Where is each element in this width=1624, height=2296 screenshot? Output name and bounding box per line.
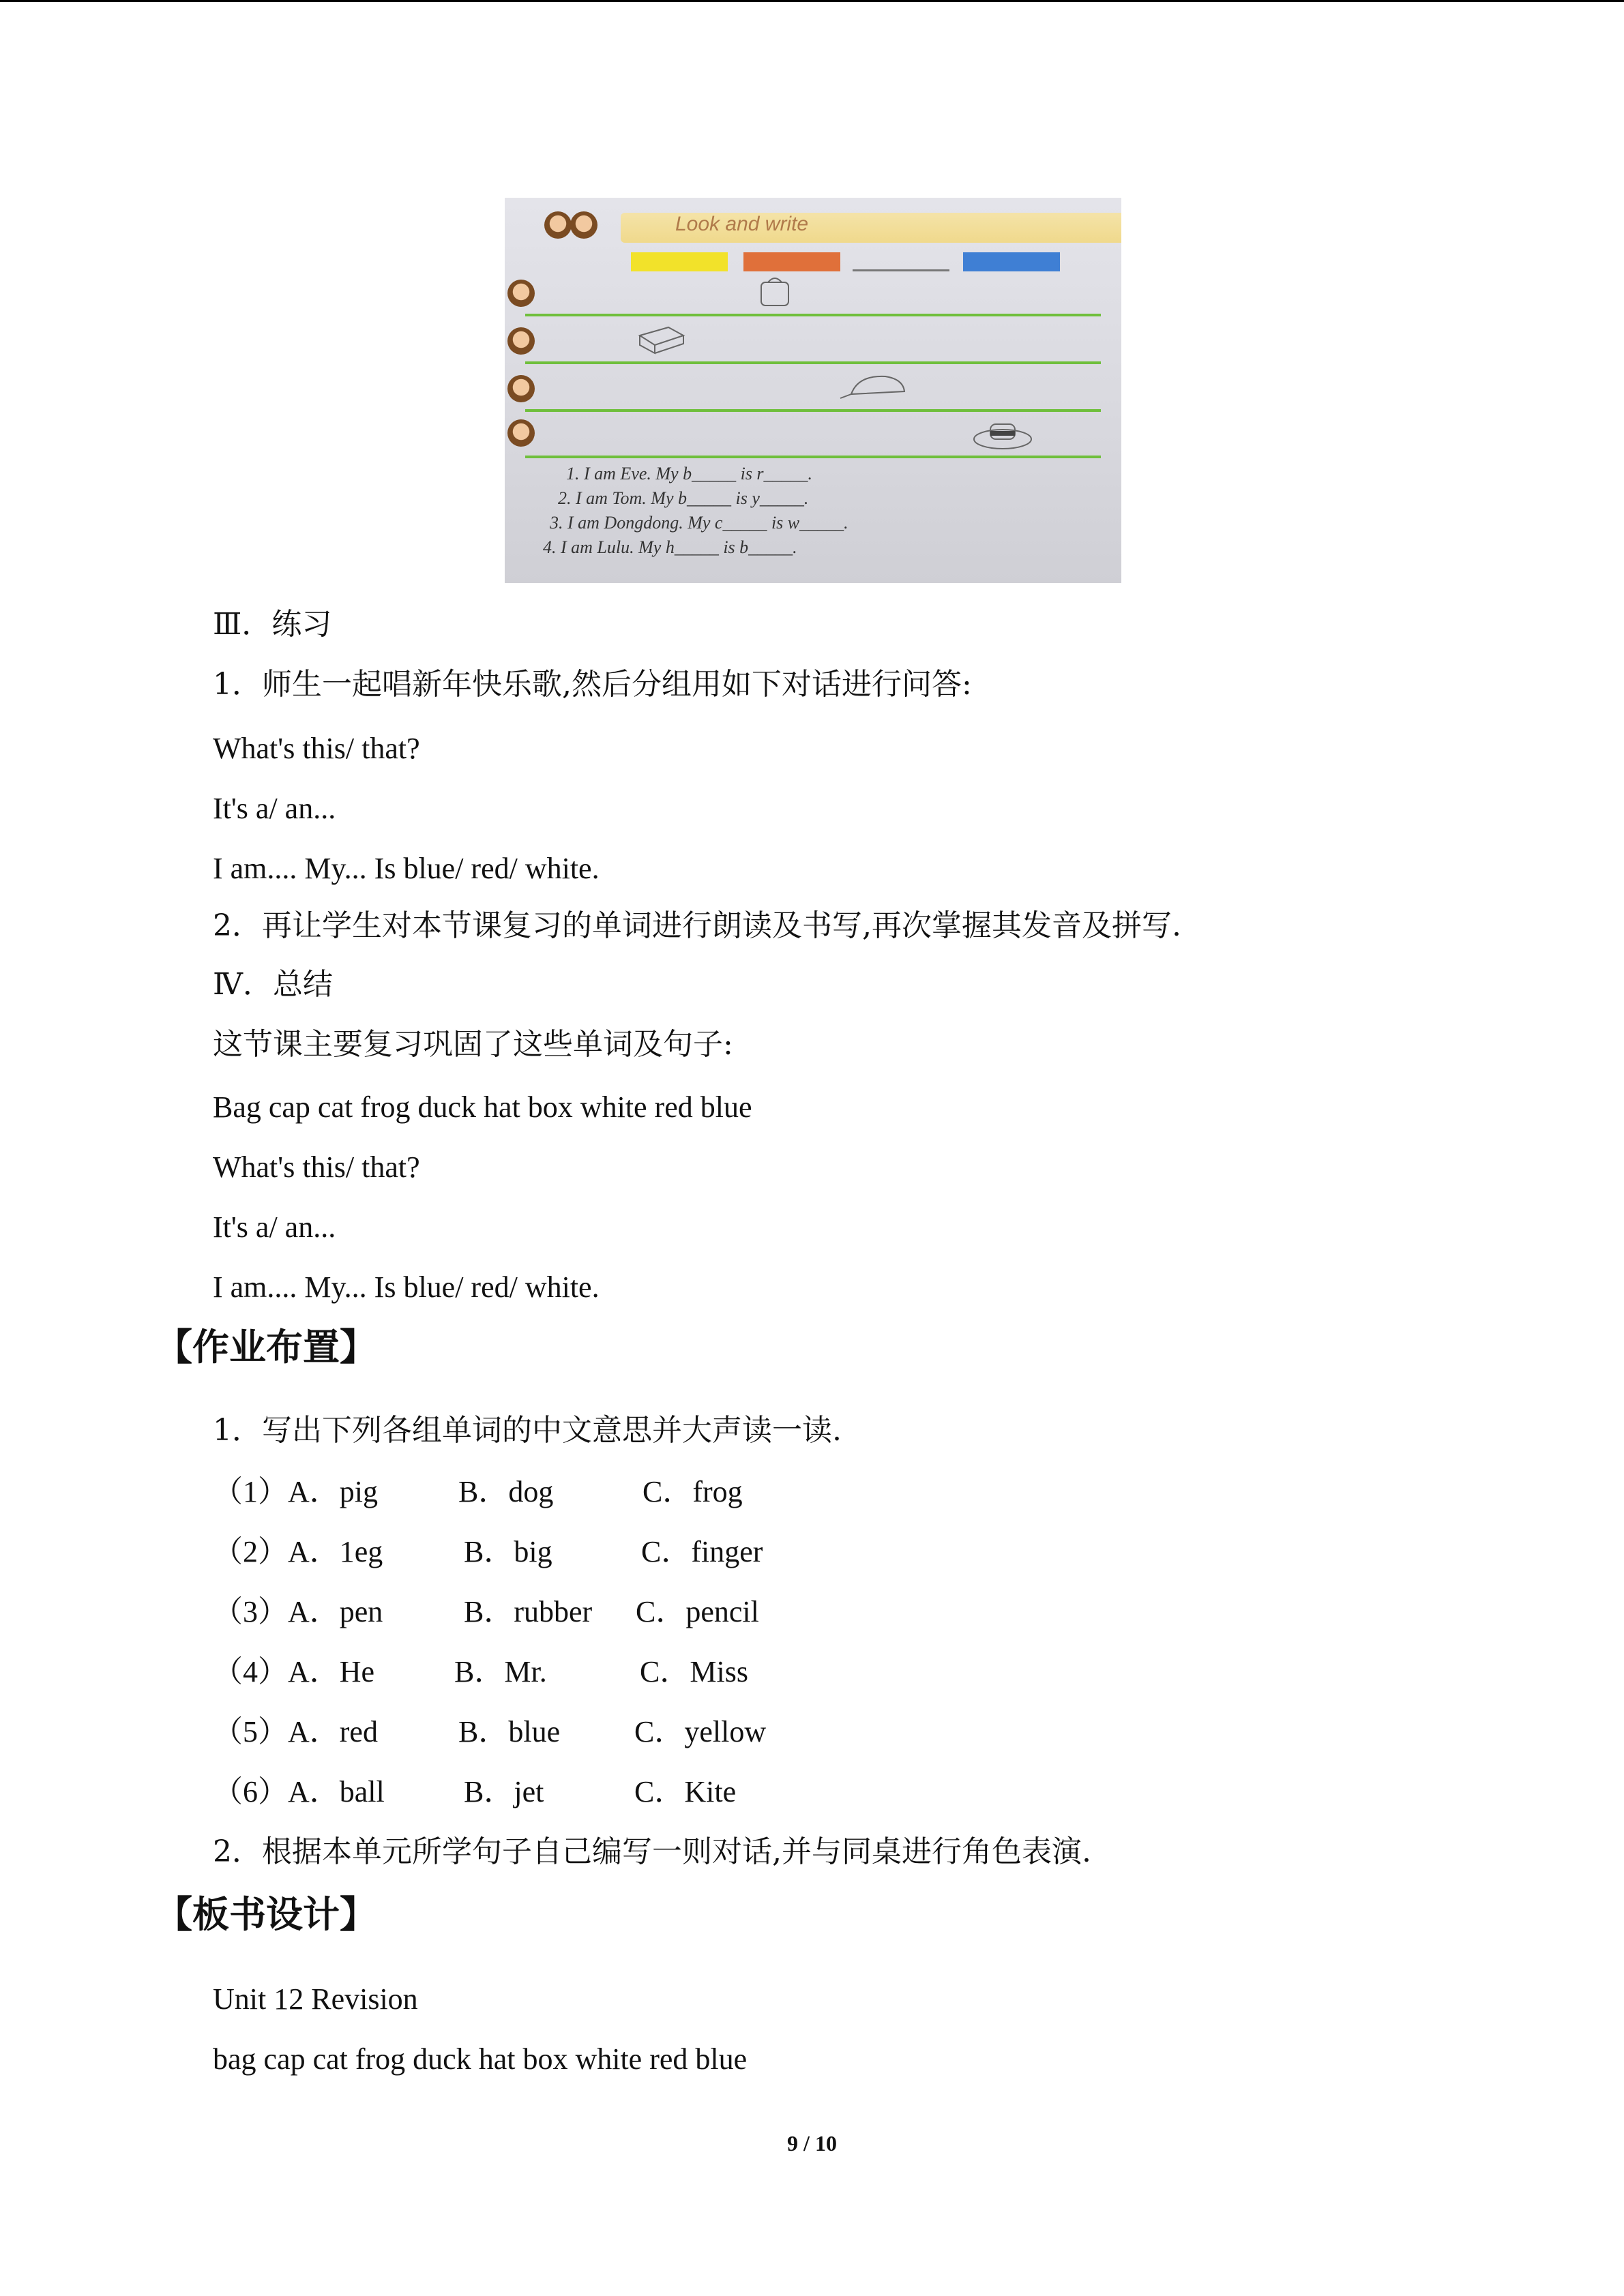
- green-rule: [525, 314, 1101, 316]
- option-a: （1）A．pig: [213, 1475, 378, 1508]
- dialogue-line: It's a/ an...: [213, 792, 336, 825]
- dialogue-line: What's this/ that?: [213, 732, 420, 765]
- exercise-line: 4. I am Lulu. My h_____ is b_____.: [543, 537, 797, 557]
- homework-task-2: 2．根据本单元所学句子自己编写一则对话,并与同桌进行角色表演.: [213, 1834, 1091, 1869]
- option-c: C．Kite: [634, 1775, 737, 1808]
- option-a: （2）A．1eg: [213, 1535, 383, 1568]
- dialogue-line: I am.... My... Is blue/ red/ white.: [213, 852, 600, 885]
- hat-icon: [969, 415, 1037, 453]
- box-icon: [634, 322, 689, 356]
- option-a: （5）A．red: [213, 1715, 378, 1748]
- option-b: B．rubber: [464, 1595, 593, 1628]
- boy-tom-icon: [507, 327, 535, 355]
- girl-lulu-icon: [507, 419, 535, 447]
- kid-icon: [544, 211, 572, 239]
- word-group-row: [213, 1472, 743, 1512]
- option-b: B．jet: [464, 1775, 544, 1808]
- word-group-row: [213, 1592, 759, 1632]
- option-b: B．big: [464, 1535, 552, 1568]
- option-b: B．Mr.: [454, 1655, 547, 1688]
- kid-icon: [570, 211, 597, 239]
- yellow-swatch: [631, 252, 728, 271]
- section-4-heading: Ⅳ．总结: [213, 967, 333, 1002]
- option-c: C．finger: [641, 1535, 763, 1568]
- option-c: C．yellow: [634, 1715, 767, 1748]
- summary-line: It's a/ an...: [213, 1210, 336, 1244]
- blank-swatch: [853, 252, 949, 271]
- option-b: B．blue: [458, 1715, 561, 1748]
- homework-heading: 【作业布置】: [156, 1325, 377, 1369]
- homework-task-1: 1．写出下列各组单词的中文意思并大声读一读.: [213, 1413, 842, 1448]
- section-3-heading: Ⅲ．练习: [213, 607, 332, 642]
- section-3-step-2: 2．再让学生对本节课复习的单词进行朗读及书写,再次掌握其发音及拼写.: [213, 908, 1181, 943]
- section-3-step-1: 1．师生一起唱新年快乐歌,然后分组用如下对话进行问答:: [213, 667, 972, 702]
- exercise-line: 2. I am Tom. My b_____ is y_____.: [558, 488, 809, 508]
- option-a: （3）A．pen: [213, 1595, 383, 1628]
- summary-intro: 这节课主要复习巩固了这些单词及句子:: [213, 1027, 733, 1062]
- cap-icon: [838, 368, 913, 402]
- page-number: 9 / 10: [787, 2131, 837, 2156]
- option-a: （6）A．ball: [213, 1775, 385, 1808]
- board-title: Unit 12 Revision: [213, 1982, 418, 2016]
- option-c: C．frog: [643, 1475, 743, 1508]
- word-group-row: [213, 1712, 767, 1753]
- board-design-heading: 【板书设计】: [156, 1892, 377, 1936]
- word-group-row: [213, 1772, 737, 1813]
- green-rule: [525, 361, 1101, 364]
- board-words: bag cap cat frog duck hat box white red blue: [213, 2042, 748, 2076]
- boy-dongdong-icon: [507, 375, 535, 402]
- green-rule: [525, 456, 1101, 458]
- banner-title: Look and write: [675, 213, 809, 235]
- bag-icon: [756, 274, 797, 308]
- option-c: C．pencil: [636, 1595, 759, 1628]
- option-b: B．dog: [458, 1475, 554, 1508]
- word-group-row: [213, 1532, 763, 1572]
- girl-eve-icon: [507, 280, 535, 307]
- option-a: （4）A．He: [213, 1655, 375, 1688]
- summary-line: I am.... My... Is blue/ red/ white.: [213, 1270, 600, 1304]
- blue-swatch: [963, 252, 1060, 271]
- green-rule: [525, 409, 1101, 412]
- exercise-line: 1. I am Eve. My b_____ is r_____.: [566, 464, 813, 483]
- orange-swatch: [743, 252, 840, 271]
- summary-line: What's this/ that?: [213, 1150, 420, 1184]
- textbook-exercise-photo: [505, 198, 1121, 583]
- word-group-row: [213, 1652, 748, 1693]
- exercise-line: 3. I am Dongdong. My c_____ is w_____.: [550, 513, 848, 533]
- option-c: C．Miss: [640, 1655, 748, 1688]
- summary-words: Bag cap cat frog duck hat box white red blue: [213, 1090, 752, 1124]
- top-border-line: [0, 0, 1624, 2]
